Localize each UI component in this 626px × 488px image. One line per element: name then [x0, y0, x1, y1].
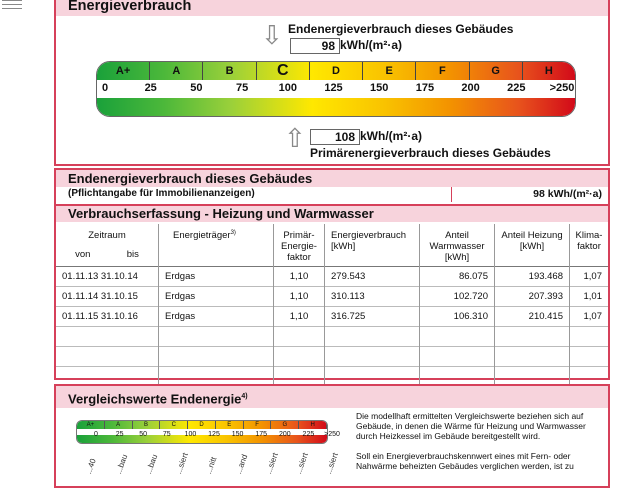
mandatory-value-panel [54, 168, 610, 206]
table-cell: 1,10 [274, 286, 325, 306]
scale-tick-label: 150 [370, 82, 389, 94]
table-cell: 1,10 [274, 306, 325, 326]
mini-tick-label: 125 [208, 431, 220, 438]
col-warmwasser: Anteil Warmwasser [kWh] [420, 224, 495, 266]
mini-tick-label: 200 [278, 431, 291, 438]
mini-tick-label: >250 [324, 431, 340, 438]
table-cell: 207.393 [495, 286, 570, 306]
mini-class-label: D [188, 421, 216, 429]
mini-class-label: E [216, 421, 244, 429]
energy-class-c: C [257, 62, 310, 80]
table-cell [570, 366, 609, 386]
table-cell [274, 346, 325, 366]
table-cell: 102.720 [420, 286, 495, 306]
table-cell [56, 346, 159, 366]
end-energy-unit: kWh/(m²·a) [340, 38, 402, 52]
table-cell: 210.415 [495, 306, 570, 326]
comparison-text: Die modellhaft ermittelten Vergleichswerte beziehen sich auf Gebäude, in denen die Wärme für Heizung und Warmwasser durch Heizkessel im Gebäude bereitgestellt wird. Soll ein Energieverbrauchskennwert eines mit Fern- oder Nahwärme beheizten Gebäudes verglichen werden, ist zu [356, 411, 586, 471]
table-cell [56, 326, 159, 346]
table-cell: 1,07 [583, 310, 602, 322]
primary-energy-label: Primärenergieverbrauch dieses Gebäudes [310, 146, 551, 160]
mini-class-label: A [105, 421, 133, 429]
mini-tick-label: 50 [139, 431, 148, 438]
table-cell [420, 346, 495, 366]
table-cell [570, 326, 609, 346]
table-cell [495, 326, 570, 346]
table-cell [159, 366, 274, 386]
table-cell [420, 326, 495, 346]
table-cell: 193.468 [495, 266, 570, 286]
comparison-category-label: ...bau [144, 453, 160, 476]
table-cell: 106.310 [420, 306, 495, 326]
table-cell: 1,10 [274, 266, 325, 286]
table-cell [274, 366, 325, 386]
comparison-category-label: ...40 [84, 457, 98, 476]
comparison-category-label: ...and [234, 453, 250, 476]
comparison-category-label: ...bau [114, 453, 130, 476]
scale-gradient [97, 98, 575, 116]
table-cell [325, 346, 420, 366]
energy-class-h: H [544, 65, 553, 77]
mini-tick-label: 175 [255, 431, 268, 438]
col-primaerfaktor: Primär-Energie-faktor [274, 224, 325, 266]
col-bis: bis [126, 249, 139, 260]
end-energy-value: 98 [290, 38, 340, 54]
mini-class-label: H [299, 421, 327, 429]
scale-tick-label: 200 [461, 82, 480, 94]
table-cell [325, 366, 420, 386]
mini-class-label: F [244, 421, 272, 429]
table-cell: 1,01 [583, 290, 602, 302]
table-row [56, 366, 608, 386]
col-energietraeger: Energieträger$^{3)}$ [159, 224, 274, 266]
table-cell: 01.11.13 31.10.14 [56, 266, 159, 286]
consumption-record-panel [54, 204, 610, 380]
scale-tick-label: 75 [235, 82, 249, 94]
table-cell: Erdgas [159, 306, 274, 326]
table-row [56, 346, 608, 366]
table-cell [325, 326, 420, 346]
table-cell [570, 346, 609, 366]
comparison-category-label: ...siert [264, 451, 280, 476]
scale-tick-label: 100 [278, 82, 297, 94]
comparison-category-label: ...siert [294, 451, 310, 476]
mini-tick-label: 150 [231, 431, 244, 438]
table-cell: 01.11.15 31.10.16 [56, 306, 159, 326]
consumption-table [56, 224, 608, 407]
energy-class-g: G [470, 62, 523, 80]
table-cell: 310.113 [325, 286, 420, 306]
energy-scale [96, 61, 576, 117]
mini-tick-label: 100 [184, 431, 197, 438]
table-row [56, 286, 608, 306]
primary-energy-value: 108 [310, 129, 360, 145]
comparison-category-label: ...siert [324, 451, 340, 476]
mini-class-label: B [133, 421, 161, 429]
energy-class-aplus: A+ [97, 62, 150, 80]
scale-tick-label: 125 [324, 82, 343, 94]
table-cell [159, 346, 274, 366]
col-von: von [75, 249, 91, 260]
table-cell [495, 346, 570, 366]
scale-tick-label: 50 [190, 82, 203, 94]
primary-energy-unit: kWh/(m²·a) [360, 129, 422, 143]
section-title: Energieverbrauch [56, 0, 608, 16]
table-cell [420, 366, 495, 386]
down-arrow-icon: ⇩ [261, 20, 283, 50]
mini-tick-label: 0 [94, 431, 98, 438]
energy-class-f: F [416, 62, 469, 80]
table-row [56, 306, 608, 326]
scale-tick-label: 225 [507, 82, 526, 94]
energy-class-d: D [310, 62, 363, 80]
mini-class-label: G [271, 421, 299, 429]
table-cell: Erdgas [159, 266, 274, 286]
mandatory-value: 98 kWh/(m²·a) [451, 187, 602, 202]
mini-tick-label: 75 [162, 431, 171, 438]
col-heizung: Anteil Heizung [kWh] [495, 224, 570, 266]
table-row [56, 326, 608, 346]
table-cell: 1,07 [583, 270, 602, 282]
col-energieverbrauch: Energieverbrauch [kWh] [325, 224, 420, 266]
table-cell: 279.543 [325, 266, 420, 286]
table-cell [56, 366, 159, 386]
scale-ticks [97, 80, 575, 98]
table-cell [495, 366, 570, 386]
table-cell: 86.075 [420, 266, 495, 286]
section-title: Endenergieverbrauch dieses Gebäudes [56, 170, 608, 187]
table-cell: 316.725 [325, 306, 420, 326]
table-cell: 01.11.14 31.10.15 [56, 286, 159, 306]
comparison-panel [54, 384, 610, 488]
energy-class-b: B [203, 62, 256, 80]
mini-class-label: C [160, 421, 188, 429]
col-zeitraum: Zeitraum von bis [56, 224, 159, 266]
mini-tick-label: 25 [115, 431, 124, 438]
class-band [97, 62, 575, 80]
end-energy-label: Endenergieverbrauch dieses Gebäudes [288, 22, 514, 36]
table-cell: Erdgas [159, 286, 274, 306]
table-cell [159, 326, 274, 346]
page-edge-lines [2, 0, 22, 12]
table-row [56, 266, 608, 286]
energy-class-e: E [363, 62, 416, 80]
table-cell [274, 326, 325, 346]
scale-tick-label: 175 [415, 82, 435, 94]
mini-tick-label: 225 [302, 431, 315, 438]
mini-class-label: A+ [77, 421, 105, 429]
section-title: Vergleichswerte Endenergie$^{4)}$ [56, 386, 608, 408]
mandatory-note: (Pflichtangabe für Immobilienanzeigen) [68, 188, 255, 199]
energy-class-a: A [150, 62, 203, 80]
scale-tick-label: >250 [549, 82, 575, 94]
section-title: Verbrauchserfassung - Heizung und Warmwasser [56, 206, 608, 222]
comparison-category-label: ...siert [174, 451, 190, 476]
scale-tick-label: 0 [101, 82, 109, 94]
energy-consumption-panel [54, 0, 610, 166]
up-arrow-icon: ⇧ [284, 123, 306, 153]
comparison-category-label: ...nitt [204, 455, 219, 476]
col-klimafaktor: Klima-faktor [575, 230, 603, 252]
scale-tick-label: 25 [144, 82, 157, 94]
